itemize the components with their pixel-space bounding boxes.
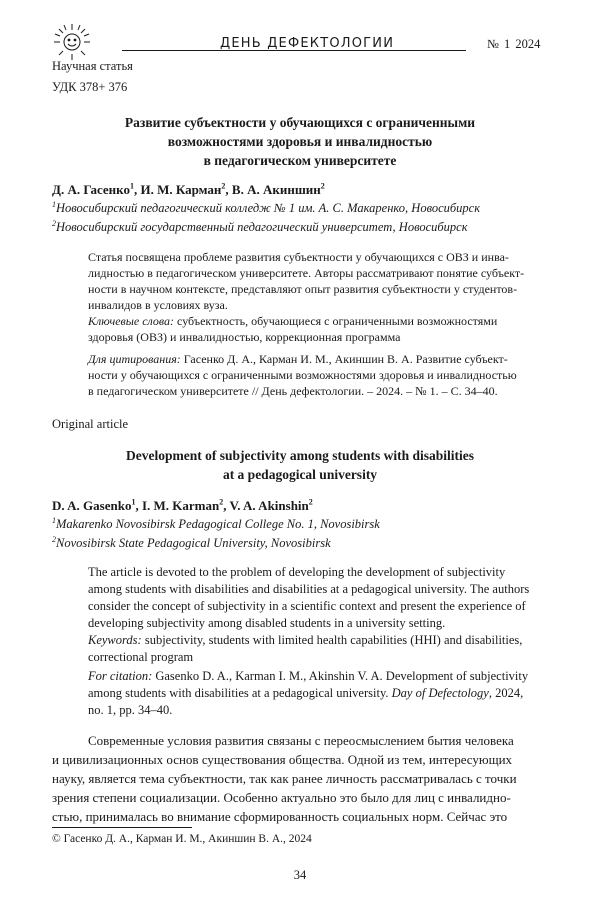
article-type-en: Original article (52, 417, 129, 431)
abstract-line: ности в научном контексте, представляют опыт развития субъектности у студентов- (88, 282, 518, 296)
journal-title: ДЕНЬ ДЕФЕКТОЛОГИИ (220, 36, 395, 51)
page-number: 34 (293, 868, 307, 882)
affiliations-en (52, 515, 380, 553)
footnote-rule (52, 827, 192, 828)
affiliation-sup: 2 (52, 218, 56, 228)
affiliation-text: Novosibirsk State Pedagogical University, Novosibirsk (56, 536, 331, 550)
author-name: Д. А. Гасенко (52, 182, 130, 197)
citation-line: ности у обучающихся с ограниченными возможностями здоровья и инвалидностью (88, 368, 517, 382)
affiliation-text: Новосибирский педагогический колледж № 1 им. А. С. Макаренко, Новосибирск (56, 201, 481, 215)
citation-label: Для цитирования: (88, 352, 181, 366)
udc-code: УДК 378+ 376 (52, 80, 128, 94)
affiliation-text: Makarenko Novosibirsk Pedagogical College No. 1, Novosibirsk (56, 517, 380, 531)
author-sup: 2 (308, 497, 313, 507)
affiliation-sup: 1 (52, 515, 56, 525)
affiliations-ru (52, 199, 480, 237)
authors-en: D. A. Gasenko$^1$, I. M. Karman$^2$, V. A. Akinshin$^2$ (52, 497, 313, 513)
keywords-line: здоровья (ОВЗ) и инвалидностью, коррекционная программа (88, 330, 401, 344)
author-sup: 2 (219, 497, 224, 507)
abstract-line: инвалидов в условиях вуза. (88, 298, 228, 312)
body-line: науку, является тема субъектности, так как ранее личность рассматривалась с точки (52, 771, 517, 786)
header-rule (122, 50, 466, 51)
abstract-ru (88, 249, 536, 345)
keywords-en (88, 632, 536, 649)
affiliation (52, 534, 380, 553)
keywords-label: Keywords: (88, 633, 142, 647)
body-line: зрения степени социализации. Особенно актуально это было для лиц с инвалидно- (52, 790, 511, 805)
body-line: стью, принималась во внимание сформированность социальных норм. Сейчас это (52, 809, 508, 824)
author-sup: 2 (221, 181, 226, 191)
copyright-footnote: © Гасенко Д. А., Карман И. М., Акиншин В. А., 2024 (52, 833, 312, 845)
citation-en (88, 668, 536, 719)
author-name: В. А. Акиншин (231, 182, 321, 197)
title-ru-line: возможностями здоровья и инвалидностью (167, 134, 433, 149)
author-name: V. A. Akinshin (229, 498, 309, 513)
affiliation-sup: 2 (52, 534, 56, 544)
abstract-line: developing subjectivity among disabled students in a university setting. (88, 616, 446, 630)
keywords-text: subjectivity, students with limited health capabilities (HHI) and disabilities, (141, 633, 523, 647)
citation-label: For citation: (88, 669, 153, 683)
citation-line: no. 1, pp. 34–40. (88, 703, 173, 717)
affiliation-text: Новосибирский государственный педагогический университет, Новосибирск (56, 220, 468, 234)
author-name: D. A. Gasenko (52, 498, 132, 513)
abstract-line: лидностью в педагогическом университете. Авторы рассматривают понятие субъект- (88, 266, 525, 280)
issue-number: № 1 2024 (487, 37, 541, 51)
author-sup: 2 (320, 181, 325, 191)
sun-logo-icon (52, 22, 92, 62)
title-ru (60, 113, 540, 170)
abstract-en (88, 564, 536, 666)
author-sup: 1 (131, 497, 136, 507)
title-ru-line: Развитие субъектности у обучающихся с ограниченными (124, 115, 476, 130)
affiliation (52, 218, 480, 237)
abstract-line: consider the concept of subjectivity in a scientific context and present the experience of (88, 599, 526, 613)
abstract-line: among students with disabilities and disabilities at a pedagogical university. The authors (88, 582, 530, 596)
title-en (60, 446, 540, 484)
title-en-line: Development of subjectivity among students with disabilities (125, 448, 474, 463)
citation-tail: , 2024, (488, 686, 524, 700)
author-name: I. M. Karman (141, 498, 220, 513)
keywords-text: субъектность, обучающиеся с ограниченными возможностями (174, 314, 498, 328)
citation-journal: Day of Defectology (391, 686, 489, 700)
abstract-line: The article is devoted to the problem of developing the development of subjectivity (88, 565, 506, 579)
authors-ru: Д. А. Гасенко$^1$, И. М. Карман$^2$, В. А. Акиншин$^2$ (52, 181, 325, 197)
body-line: Современные условия развития связаны с переосмыслением бытия человека (88, 733, 514, 748)
affiliation (52, 199, 480, 218)
keywords-ru (88, 313, 536, 329)
citation-line: в педагогическом университете // День дефектологии. – 2024. – № 1. – С. 34–40. (88, 384, 498, 398)
author-sup: 1 (129, 181, 134, 191)
article-type-ru: Научная статья (52, 59, 133, 73)
citation-text: Гасенко Д. А., Карман И. М., Акиншин В. А. Развитие субъект- (180, 352, 508, 366)
title-en-line: at a pedagogical university (222, 467, 378, 482)
abstract-line: Статья посвящена проблеме развития субъектности у обучающихся с ОВЗ и инва- (88, 250, 509, 264)
citation-line: among students with disabilities at a pedagogical university. (88, 686, 392, 700)
affiliation-sup: 1 (52, 199, 56, 209)
body-text (52, 731, 544, 826)
keywords-label: Ключевые слова: (88, 314, 175, 328)
body-line: и цивилизационных основ существования общества. Одной из тем, интересующих (52, 752, 513, 767)
citation-ru (88, 351, 536, 399)
author-name: И. М. Карман (140, 182, 222, 197)
keywords-line: correctional program (88, 650, 194, 664)
affiliation (52, 515, 380, 534)
citation-text: Gasenko D. A., Karman I. M., Akinshin V. A. Development of subjectivity (152, 669, 529, 683)
title-ru-line: в педагогическом университете (203, 153, 397, 168)
